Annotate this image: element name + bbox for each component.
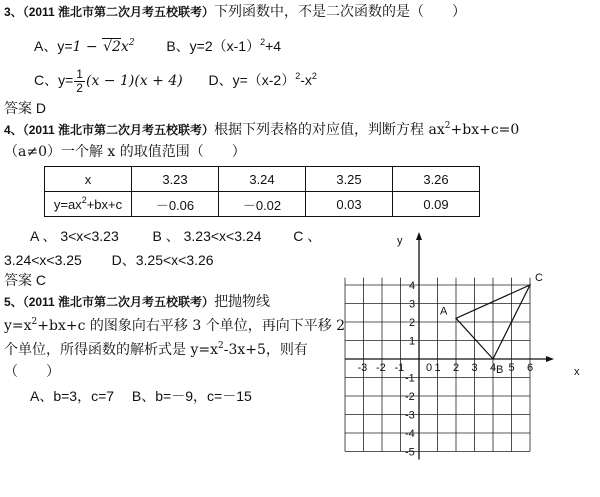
q4-source: （2011 淮北市第二次月考五校联考） bbox=[22, 123, 215, 137]
table-cell: 0.03 bbox=[306, 192, 393, 217]
q4-number: 4、 bbox=[4, 123, 23, 137]
y-tick-label: -3 bbox=[405, 409, 415, 422]
axes bbox=[345, 232, 554, 460]
table-cell: －0.02 bbox=[219, 192, 306, 217]
table-cell: 3.26 bbox=[393, 167, 480, 192]
q3-option-d: D、y=（x-2） bbox=[208, 72, 296, 89]
q4-answer: 答案 C bbox=[4, 272, 46, 288]
q3-options-ab: A、$y=1 - √2x^2$ B、$y=2(x-1)^2+4$ bbox=[34, 37, 282, 55]
x-tick-label: 1 bbox=[434, 362, 441, 374]
q5-number: 5、 bbox=[4, 295, 23, 309]
y-tick-label: 3 bbox=[409, 298, 416, 311]
q3-option-a-label: A、y= bbox=[34, 38, 73, 54]
q3-line1 bbox=[4, 2, 466, 22]
q3-option-c-fraction: $\frac{1}{2}$ bbox=[76, 67, 83, 95]
q4-options-row2 bbox=[4, 250, 214, 270]
q3-option-c-label: C、y= bbox=[34, 72, 74, 89]
point-label-a: A bbox=[440, 305, 448, 318]
q3-option-c-expr: (x − 1)(x + 4) bbox=[85, 73, 183, 90]
x-tick-label: 5 bbox=[508, 362, 515, 374]
y-axis-arrow bbox=[416, 232, 422, 240]
point-label-c: C bbox=[535, 272, 543, 284]
q3-options-cd: C、y= $\frac{1}{2}$ (x − 1)(x + 4) D、$y=(x-2)^2-x^2$ bbox=[34, 67, 317, 95]
q3-option-a-expr: $1 - √2x^2$ bbox=[72, 38, 135, 55]
x-axis-arrow bbox=[546, 356, 554, 362]
table-cell: 0.09 bbox=[393, 192, 480, 217]
q3-source: （2011 淮北市第二次月考五校联考） bbox=[22, 5, 215, 19]
q5-source: （2011 淮北市第二次月考五校联考） bbox=[22, 295, 215, 309]
table-row bbox=[45, 192, 480, 217]
x-tick-label: 3 bbox=[471, 362, 478, 374]
table-cell: 3.23 bbox=[132, 167, 219, 192]
table-header-x: x bbox=[45, 167, 132, 192]
q5-line3: 个单位，所得函数的解析式是 $y=x^2-3x+5$，则有 bbox=[4, 341, 308, 358]
coordinate-graph bbox=[340, 228, 585, 493]
q4-line2: （a≠0）一个解 x 的取值范围（ ） bbox=[4, 144, 246, 160]
y-tick-label: -4 bbox=[405, 428, 415, 440]
table-cell: 3.24 bbox=[219, 167, 306, 192]
x-tick-label: 2 bbox=[453, 362, 460, 374]
q5-line2: $y=x^2+bx+c$ 的图象向右平移 3 个单位，再向下平移 2 bbox=[4, 317, 346, 334]
y-tick-label: -5 bbox=[405, 446, 415, 459]
table-header-y: $y=ax^2+bx+c$ bbox=[45, 192, 132, 217]
x-tick-label: -2 bbox=[376, 362, 386, 374]
table-row bbox=[45, 167, 480, 192]
q4-option-b: B 、 3.23<x<3.24 bbox=[152, 228, 262, 244]
table-cell: 3.25 bbox=[306, 167, 393, 192]
y-tick-label: 4 bbox=[409, 280, 416, 292]
y-tick-label: 1 bbox=[409, 335, 416, 348]
x-tick-label: 4 bbox=[490, 362, 497, 374]
q4-option-c: 3.24<x<3.25 bbox=[4, 252, 82, 268]
q5-line1: 5、（2011 淮北市第二次月考五校联考）把抛物线 bbox=[4, 294, 271, 310]
q4-option-c-label: C 、 bbox=[293, 228, 322, 244]
y-axis-label: y bbox=[397, 235, 403, 247]
q4-options-row1 bbox=[30, 226, 321, 246]
x-axis-label: x bbox=[574, 366, 580, 378]
q4-option-a: A 、 3<x<3.23 bbox=[30, 228, 119, 244]
q3-stem: 下列函数中，不是二次函数的是（ ） bbox=[214, 4, 467, 20]
q3-option-b: B、y=2（x-1） bbox=[166, 38, 261, 54]
q3-answer: 答案 D bbox=[4, 100, 46, 116]
q4-option-d: D、3.25<x<3.26 bbox=[111, 252, 214, 268]
q4-stem: 根据下列表格的对应值，判断方程 ax bbox=[214, 122, 445, 138]
q4-line1: 4、（2011 淮北市第二次月考五校联考）根据下列表格的对应值，判断方程 $ax^2+bx+c=0$ bbox=[4, 121, 520, 138]
x-tick-label: 6 bbox=[527, 362, 534, 374]
y-tick-label: -1 bbox=[405, 372, 415, 385]
y-tick-label: -2 bbox=[405, 391, 415, 403]
x-tick-label: -1 bbox=[394, 362, 405, 374]
value-table bbox=[44, 166, 480, 217]
x-tick-label: -3 bbox=[357, 362, 368, 374]
origin-label: 0 bbox=[426, 362, 433, 374]
y-tick-label: 2 bbox=[409, 317, 416, 329]
q3-number: 3、 bbox=[4, 5, 23, 19]
table-cell: －0.06 bbox=[132, 192, 219, 217]
triangle-abc bbox=[440, 272, 543, 376]
point-label-b: B bbox=[496, 364, 504, 376]
sqrt-symbol: √2 bbox=[103, 39, 121, 55]
q5-line4: （ ） bbox=[4, 364, 60, 380]
q5-options: A、b=3，c=7 B、b=－9，c=－15 bbox=[30, 388, 252, 404]
